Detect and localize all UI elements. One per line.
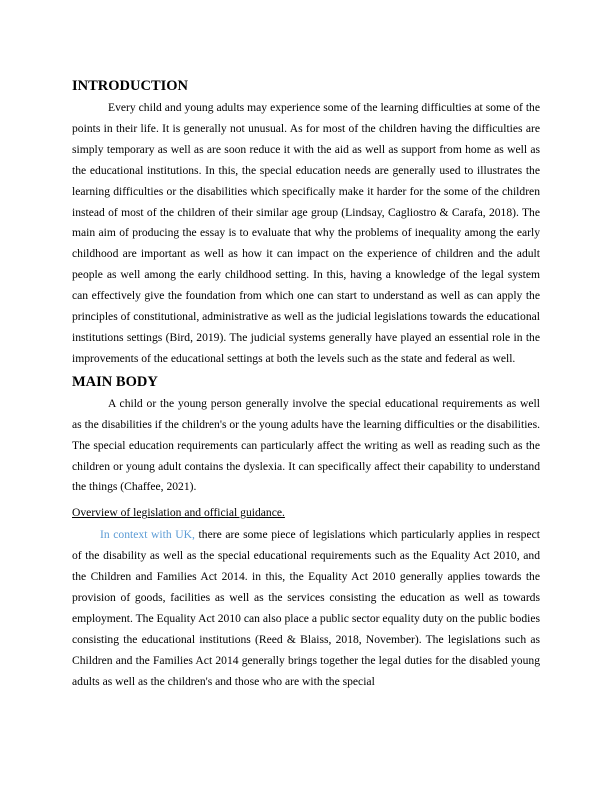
introduction-paragraph: Every child and young adults may experience some of the learning difficulties at some of the points in their life. It is generally not unusual. As for most of the children having the difficulties are simply temporary as well as are soon reduce it with the aid as well as support from home as well as the educational institutions. In this, the special education needs are generally used to illustrates the learning difficulties or the disabilities which specifically make it harder for the some of the children instead of most of the children of their similar age group (Lindsay, Cagliostro & Carafa, 2018). The main aim of producing the essay is to evaluate that why the problems of inequality among the early childhood are important as well as how it can impact on the experience of children and the adult people as well among the early childhood setting. In this, having a knowledge of the legal system can effectively give the foundation from which one can start to understand as well as can apply the principles of constitutional, administrative as well as the judicial legislations towards the educational institutions settings (Bird, 2019). The judicial systems generally have played an essential role in the improvements of the educational settings at both the levels such as the state and federal as well. — [72, 101, 540, 365]
main-body-paragraph: A child or the young person generally involve the special educational requirements as well as the disabilities if the children's or the young adults have the learning difficulties or the disabilities. The special education requirements can particularly affect the writing as well as reading such as the children or young adult contains the dyslexia. It can specifically affect their capability to understand the things (Chaffee, 2021). — [72, 396, 540, 494]
highlighted-text: In context with UK, — [100, 528, 195, 542]
introduction-heading: INTRODUCTION — [72, 78, 189, 94]
legislation-subheading: Overview of legislation and official guidance. — [72, 506, 285, 520]
main-body-heading: MAIN BODY — [72, 373, 158, 390]
legislation-paragraph — [72, 525, 540, 692]
legislation-paragraph-text: there are some piece of legislations which particularly applies in respect of the disability as well as the special educational requirements such as the Equality Act 2010, and the Children and Families Act 2014. in this, the Equality Act 2010 generally applies towards the provision of goods, facilities as well as the services consisting the education as well as towards employment. The Equality Act 2010 can also place a public sector equality duty on the public bodies consisting the educational institutions (Reed & Blaiss, 2018, November). The legislations such as Children and the Families Act 2014 generally brings together the legal duties for the disabled young adults as well as the children's and those who are with the special — [72, 528, 540, 688]
document-page — [72, 72, 540, 693]
